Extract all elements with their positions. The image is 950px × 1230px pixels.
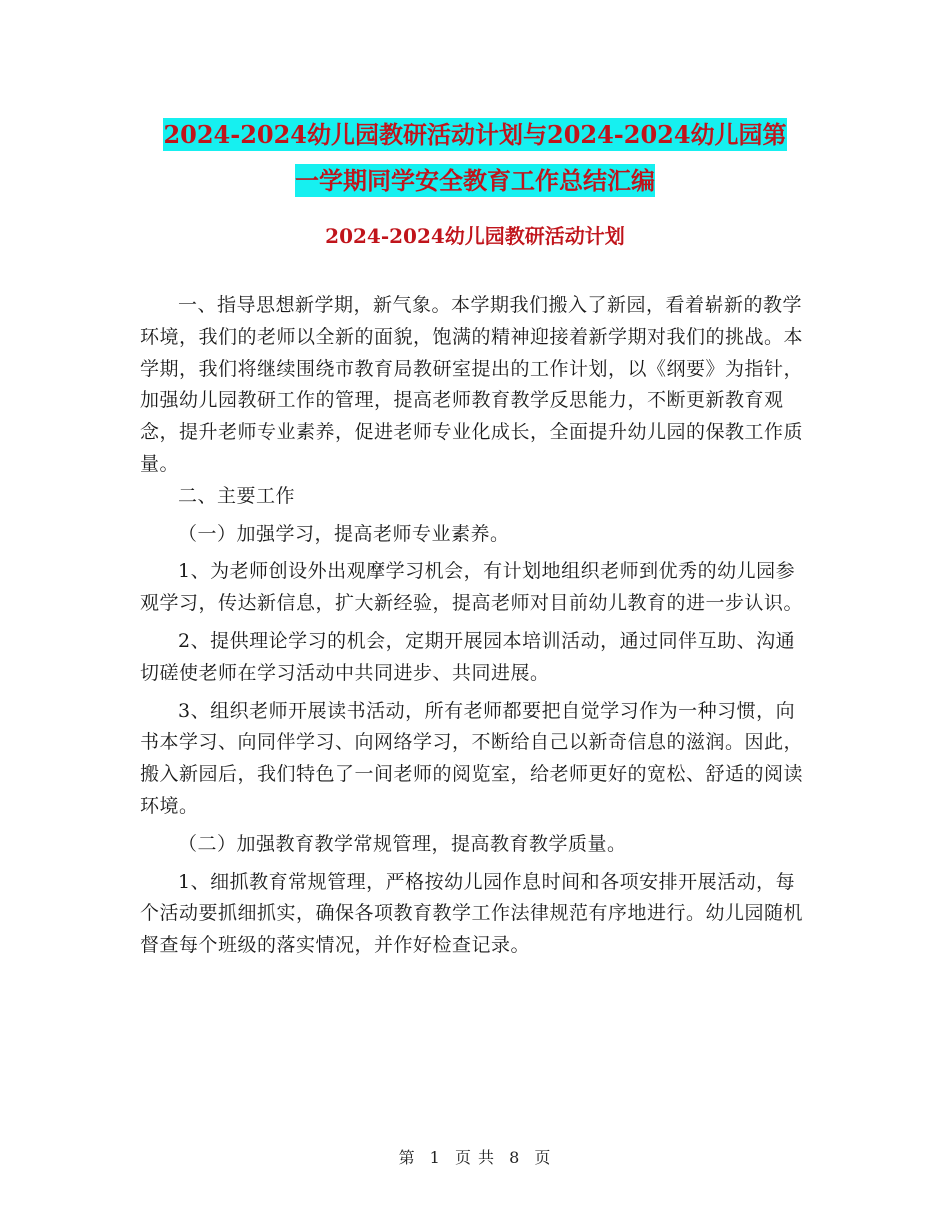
- footer-prefix: 第: [398, 1148, 416, 1167]
- footer-page-number: 1: [429, 1148, 441, 1167]
- section-title: 2024-2024幼儿园教研活动计划: [325, 224, 625, 248]
- title-line-2: 一学期同学安全教育工作总结汇编: [295, 166, 655, 195]
- paragraph-subheading-1: （一）加强学习，提高老师专业素养。: [178, 522, 510, 545]
- paragraph-item-2: 2、提供理论学习的机会，定期开展园本培训活动，通过同伴互助、沟通切磋使老师在学习活动中共同进步、共同进展。: [140, 629, 796, 684]
- paragraph-guiding-thought: 一、指导思想新学期，新气象。本学期我们搬入了新园，看着崭新的教学环境，我们的老师以全新的面貌，饱满的精神迎接着新学期对我们的挑战。本学期，我们将继续围绕市教育局教研室提出的工作计划，以《纲要》为指针，加强幼儿园教研工作的管理，提高老师教育教学反思能力，不断更新教育观念，提升老师专业素养，促进老师专业化成长，全面提升幼儿园的保教工作质量。: [140, 294, 804, 475]
- footer-suffix: 页: [534, 1148, 552, 1167]
- paragraph-subheading-2: （二）加强教育教学常规管理，提高教育教学质量。: [178, 832, 627, 855]
- paragraph-main-work-heading: 二、主要工作: [178, 484, 296, 507]
- document-body: [140, 290, 810, 962]
- document-title: [120, 112, 830, 204]
- footer-middle: 页 共: [454, 1148, 496, 1167]
- title-line-1: 2024-2024幼儿园教研活动计划与2024-2024幼儿园第: [163, 120, 787, 149]
- page-footer: [0, 1145, 950, 1168]
- paragraph-item-1: 1、为老师创设外出观摩学习机会，有计划地组织老师到优秀的幼儿园参观学习，传达新信息，扩大新经验，提高老师对目前幼儿教育的进一步认识。: [140, 560, 804, 615]
- paragraph-item-4: 1、细抓教育常规管理，严格按幼儿园作息时间和各项安排开展活动，每个活动要抓细抓实，确保各项教育教学工作法律规范有序地进行。幼儿园随机督查每个班级的落实情况，并作好检查记录。: [140, 870, 804, 957]
- footer-total-pages: 8: [509, 1148, 521, 1167]
- paragraph-item-3: 3、组织老师开展读书活动，所有老师都要把自觉学习作为一种习惯，向书本学习、向同伴学习、向网络学习，不断给自己以新奇信息的滋润。因此，搬入新园后，我们特色了一间老师的阅览室，给老师更好的宽松、舒适的阅读环境。: [140, 699, 804, 817]
